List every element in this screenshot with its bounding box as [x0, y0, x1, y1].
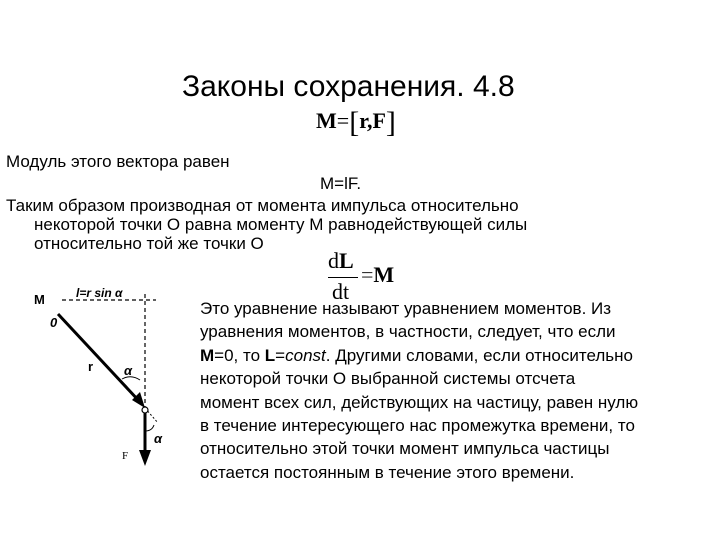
derivative-eq: =	[361, 262, 374, 287]
text-line-4: некоторой точки О равна моменту М равнодействующей силы	[34, 215, 528, 234]
moment-diagram	[28, 284, 198, 474]
paragraph-line-7: относительно этой точки момент импульса частицы	[200, 439, 610, 459]
formula-comma: ,	[366, 108, 373, 133]
formula-bracket-open: [	[349, 106, 360, 139]
paragraph-L-bold: L	[264, 345, 276, 365]
moment-formula	[316, 106, 396, 140]
paragraph-M-bold: M	[200, 345, 215, 365]
derivative-denominator: dt	[332, 279, 350, 304]
paragraph-line-8: остается постоянным в течение этого времени.	[200, 462, 575, 482]
paragraph-zero-text: =0, то	[214, 345, 265, 365]
paragraph-line-5: момент всех сил, действующих на частицу, равен нулю	[200, 392, 639, 412]
derivative-numerator	[328, 248, 354, 274]
derivative-rhs	[361, 262, 394, 288]
text-line-2: M=lF.	[320, 174, 362, 193]
label-alpha-top: α	[124, 363, 133, 378]
paragraph-line-2: уравнения моментов, в частности, следует, что если	[200, 322, 616, 342]
derivative-M: M	[373, 262, 395, 287]
paragraph-line-1: Это уравнение называют уравнением моментов. Из	[200, 299, 612, 318]
label-l-formula: l=r sin α	[76, 286, 123, 300]
fraction-bar	[328, 277, 358, 278]
label-alpha-bottom: α	[154, 431, 163, 446]
force-vector-arrowhead	[139, 450, 151, 466]
label-M: M	[34, 292, 45, 307]
radius-vector-line	[58, 314, 140, 402]
formula-eq: =	[336, 108, 350, 133]
text-line-5: относительно той же точки О	[34, 234, 264, 253]
formula-F: F	[372, 108, 386, 133]
moment-equation-paragraph	[200, 297, 716, 484]
text-line-1: Модуль этого вектора равен	[6, 152, 230, 171]
paragraph-line-4: некоторой точки О выбранной системы отсчета	[200, 369, 576, 389]
paragraph-line-3	[200, 344, 716, 367]
slide-title: Законы сохранения. 4.8	[182, 70, 515, 103]
formula-bracket-close: ]	[385, 106, 396, 139]
paragraph-line-6: в течение интересующего нас промежутка времени, то	[200, 416, 635, 436]
numerator-L: L	[339, 248, 354, 273]
label-O: 0	[50, 315, 58, 330]
paragraph-const: const	[285, 345, 326, 365]
numerator-d: d	[328, 248, 339, 273]
label-r: r	[88, 359, 94, 374]
formula-r: r	[359, 108, 367, 133]
text-line-3: Таким образом производная от момента импульса относительно	[6, 196, 519, 215]
particle-point	[142, 407, 148, 413]
paragraph-eq: =	[275, 345, 286, 365]
paragraph-line-3-rest: . Другими словами, если относительно	[325, 345, 633, 365]
label-F: F	[122, 450, 129, 462]
formula-M: M	[316, 108, 337, 133]
